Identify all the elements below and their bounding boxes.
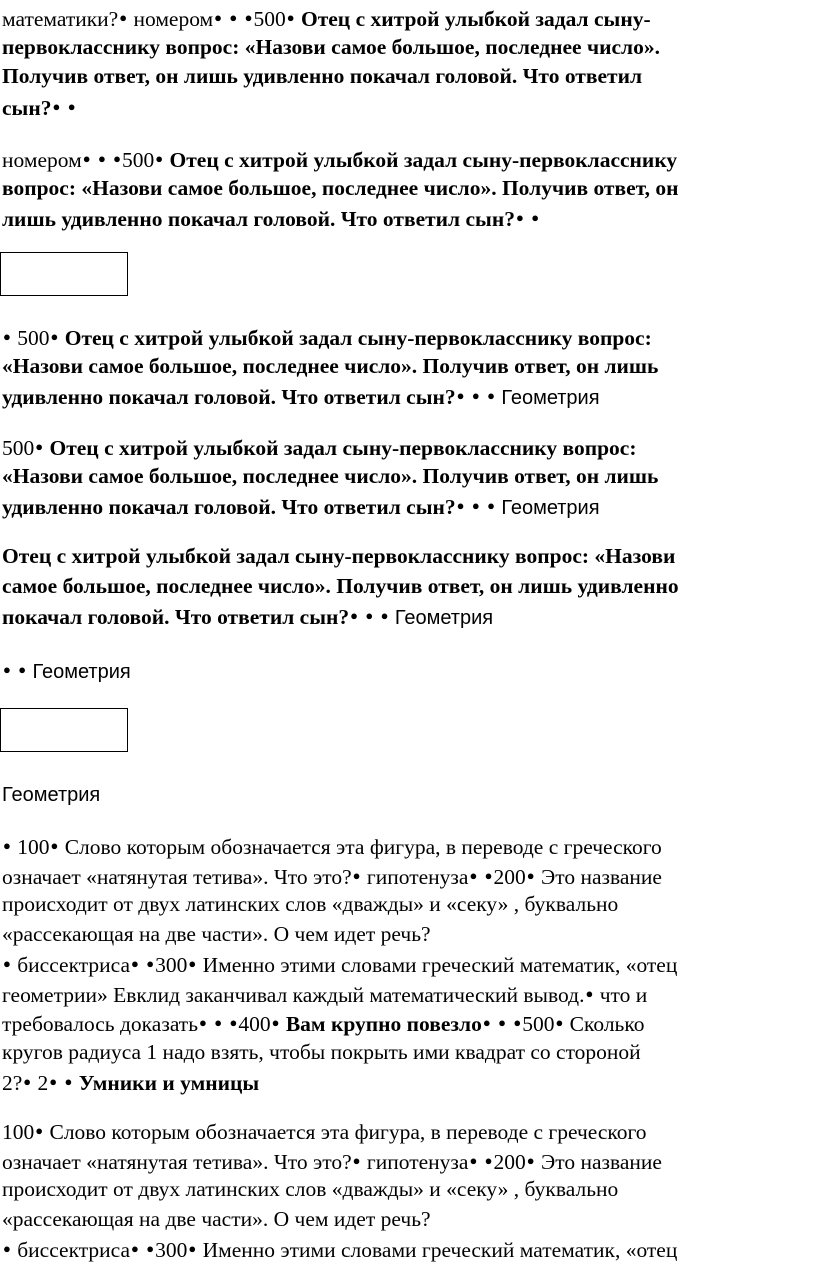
bullet-icon: ● — [188, 1241, 197, 1256]
bullet-icon: ● — [155, 151, 164, 166]
bullet-icon: ● — [487, 498, 495, 513]
question-text: геометрии» Евклид заканчивал каждый математический вывод. — [2, 982, 585, 1007]
question-text: кругов радиуса 1 надо взять, чтобы покрыть ими квадрат со стороной — [2, 1039, 641, 1064]
question-text: означает «натянутая тетива». Что это? — [2, 864, 352, 889]
section-label: Геометрия — [2, 784, 101, 806]
paragraph-9 — [2, 1116, 802, 1264]
bullet-icon: ● — [482, 1015, 491, 1030]
paragraph-5 — [2, 542, 802, 631]
question-text: покачал головой. Что ответил сын? — [2, 605, 350, 629]
bullet-icon: ● — [244, 10, 253, 25]
bullet-icon: ● — [3, 329, 11, 344]
bullet-icon: ● — [555, 1015, 564, 1030]
answer-text: что и — [594, 982, 648, 1007]
question-text: Это название — [535, 864, 662, 889]
question-text: Получив ответ, он лишь удивленно покачал головой. Что ответил — [2, 64, 643, 88]
question-text: «Назови самое большое, последнее число». Получив ответ, он лишь — [2, 353, 659, 378]
bullet-icon: ● — [50, 838, 59, 853]
answer-text: гипотенуза — [361, 1149, 469, 1174]
section-label: Геометрия — [501, 387, 600, 409]
text: 400 — [238, 1012, 271, 1036]
question-text: «Назови самое большое, последнее число». Получив ответ, он лишь — [2, 463, 659, 488]
question-text: происходит от двух латинских слов «дважды» и «секу» , буквально — [2, 892, 619, 916]
section-label: Геометрия — [394, 607, 494, 629]
bullet-icon: ● — [131, 956, 139, 971]
text: 100 — [2, 1120, 35, 1144]
bullet-icon: ● — [82, 151, 91, 166]
bullet-icon: ● — [64, 1074, 73, 1089]
question-text: 2? — [2, 1071, 23, 1095]
bullet-icon: ● — [471, 498, 480, 513]
paragraph-7 — [2, 780, 802, 810]
bullet-icon: ● — [526, 867, 535, 883]
paragraph-6 — [2, 655, 802, 685]
bullet-icon: ● — [484, 867, 493, 883]
bullet-icon: ● — [531, 210, 540, 225]
bullet-icon: ● — [49, 1074, 58, 1089]
bullet-icon: ● — [146, 1241, 155, 1256]
bullet-icon: ● — [526, 1152, 535, 1168]
text: 500 — [522, 1012, 555, 1036]
bullet-icon: ● — [214, 10, 223, 25]
bullet-icon: ● — [97, 151, 106, 166]
answer-text: биссектриса — [11, 953, 130, 977]
bullet-icon: ● — [484, 1152, 493, 1168]
bullet-icon: ● — [131, 1241, 139, 1256]
question-text: означает «натянутая тетива». Что это? — [2, 1149, 352, 1174]
answer-text: 2 — [32, 1071, 49, 1095]
question-text: самое большое, последнее число». Получив ответ, он лишь удивленно — [2, 573, 679, 598]
bullet-icon: ● — [188, 956, 197, 971]
bonus-text: Вам крупно повезло — [280, 1012, 482, 1036]
bullet-icon: ● — [50, 329, 59, 344]
question-text: Отец с хитрой улыбкой задал сыну- — [295, 7, 651, 31]
bullet-icon: ● — [352, 867, 361, 883]
text: 500 — [11, 326, 50, 350]
question-text: Отец с хитрой улыбкой задал сыну-первокласснику вопрос: «Назови — [2, 544, 676, 568]
bullet-icon: ● — [35, 1123, 44, 1138]
empty-frame — [0, 708, 128, 752]
bullet-icon: ● — [67, 98, 76, 114]
question-text: Это название — [535, 1149, 662, 1174]
question-text: Отец с хитрой улыбкой задал сыну-первокласснику вопрос: — [59, 326, 652, 350]
question-text: сын? — [2, 95, 52, 120]
bullet-icon: ● — [515, 210, 524, 225]
text: 300 — [155, 1238, 188, 1262]
bullet-icon: ● — [469, 867, 478, 883]
bullet-icon: ● — [18, 662, 27, 677]
bullet-icon: ● — [35, 439, 44, 454]
bullet-icon: ● — [3, 1241, 11, 1256]
section-label: Геометрия — [501, 497, 600, 519]
question-text: Сколько — [564, 1012, 645, 1036]
question-text: Именно этими словами греческий математик, «отец — [197, 1238, 678, 1262]
bullet-icon: ● — [456, 388, 465, 403]
bullet-icon: ● — [471, 388, 480, 403]
question-text: лишь удивленно покачал головой. Что ответил сын? — [2, 207, 515, 231]
bullet-icon: ● — [3, 838, 11, 853]
empty-frame — [0, 252, 128, 296]
bullet-icon: ● — [229, 1015, 238, 1030]
bullet-icon: ● — [352, 1152, 361, 1168]
question-text: Отец с хитрой улыбкой задал сыну-первокласснику — [164, 148, 678, 172]
section-label: Геометрия — [32, 661, 131, 683]
bullet-icon: ● — [513, 1015, 522, 1030]
bullet-icon: ● — [52, 98, 61, 114]
text: 500 — [253, 7, 286, 31]
question-text: Слово которым обозначается эта фигура, в переводе с греческого — [44, 1120, 647, 1144]
question-text: вопрос: «Назови самое большое, последнее число». Получив ответ, он — [2, 175, 679, 200]
question-text: Отец с хитрой улыбкой задал сыну-первокласснику вопрос: — [44, 436, 637, 460]
bullet-icon: ● — [498, 1015, 506, 1030]
bullet-icon: ● — [199, 1015, 207, 1030]
question-text: происходит от двух латинских слов «дважды» и «секу» , буквально — [2, 1177, 619, 1201]
text: номером — [128, 7, 214, 31]
text: 500 — [122, 148, 155, 172]
text: 500 — [2, 436, 35, 460]
question-text: Слово которым обозначается эта фигура, в переводе с греческого — [59, 835, 662, 859]
bullet-icon: ● — [380, 608, 389, 623]
text: 300 — [155, 953, 188, 977]
bullet-icon: ● — [469, 1152, 478, 1168]
answer-text: требовалось доказать — [2, 1012, 199, 1036]
section-heading: Умники и умницы — [73, 1071, 260, 1095]
question-text: Именно этими словами греческий математик, «отец — [197, 953, 678, 977]
paragraph-3 — [2, 322, 802, 411]
text: 200 — [493, 864, 526, 889]
bullet-icon: ● — [365, 608, 374, 623]
answer-text: биссектриса — [11, 1238, 130, 1262]
bullet-icon: ● — [229, 10, 238, 25]
question-text: первокласснику вопрос: «Назови самое большое, последнее число». — [2, 34, 660, 59]
bullet-icon: ● — [487, 388, 495, 403]
bullet-icon: ● — [3, 662, 11, 677]
bullet-icon: ● — [119, 10, 128, 25]
text: 100 — [11, 835, 50, 859]
bullet-icon: ● — [286, 10, 295, 25]
bullet-icon: ● — [214, 1015, 223, 1030]
question-text: удивленно покачал головой. Что ответил сын? — [2, 385, 456, 409]
paragraph-1 — [2, 3, 802, 121]
bullet-icon: ● — [23, 1074, 32, 1089]
paragraph-8 — [2, 831, 802, 1097]
text: номером — [2, 148, 82, 172]
bullet-icon: ● — [3, 956, 11, 971]
question-text: «рассекающая на две части». О чем идет речь? — [2, 921, 431, 946]
bullet-icon: ● — [146, 956, 155, 971]
answer-text: гипотенуза — [361, 864, 469, 889]
paragraph-4 — [2, 432, 802, 521]
bullet-icon: ● — [271, 1015, 280, 1030]
bullet-icon: ● — [350, 608, 358, 623]
text: математики? — [2, 7, 119, 31]
question-text: удивленно покачал головой. Что ответил сын? — [2, 495, 456, 519]
text: 200 — [493, 1149, 526, 1174]
bullet-icon: ● — [113, 151, 122, 166]
bullet-icon: ● — [456, 498, 465, 513]
paragraph-2 — [2, 144, 802, 233]
question-text: «рассекающая на две части». О чем идет речь? — [2, 1206, 431, 1231]
bullet-icon: ● — [585, 985, 594, 1001]
